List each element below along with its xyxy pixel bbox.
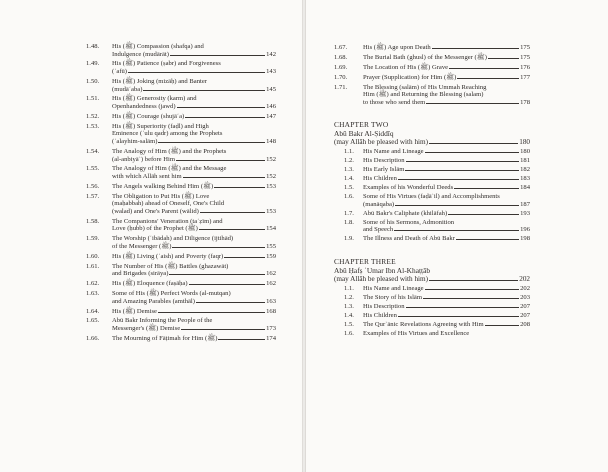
entry-number: 1.48. — [86, 43, 100, 50]
toc-entry — [334, 148, 530, 156]
entry-title-text: His (ﷺ) Age upon Death — [363, 44, 431, 51]
toc-entry — [334, 235, 530, 243]
entry-title-text: and Brigades (sirāya) — [112, 270, 169, 278]
entry-title-text: His Name and Lineage — [363, 148, 424, 156]
dot-leader — [429, 280, 518, 281]
entry-line — [112, 225, 276, 233]
entry-title-text: with which Allāh sent him — [112, 172, 182, 180]
chapter-subtitle-line — [334, 138, 530, 147]
toc-entry — [86, 193, 276, 216]
entry-line — [112, 86, 276, 94]
entry-title-text: His (ﷺ) Eloquence (faṣāḥa) — [112, 280, 188, 288]
page-number: 147 — [266, 112, 276, 120]
page-number: 155 — [266, 242, 276, 250]
entry-title-text: His Description — [363, 302, 405, 310]
page-number: 154 — [266, 225, 276, 233]
toc-entry — [86, 95, 276, 110]
entry-title-text: The Companions' Veneration (taʿẓīm) and — [112, 217, 223, 225]
entry-number: 1.6. — [344, 193, 354, 201]
entry-line — [112, 200, 276, 208]
page-number: 181 — [520, 157, 530, 165]
entry-line — [112, 68, 276, 76]
entry-title-text: The Obligation to Put His (ﷺ) Love — [112, 192, 210, 200]
entry-number: 1.8. — [344, 218, 354, 226]
entry-line — [112, 51, 276, 59]
entry-title-text: The Worship (ʿibādah) and Diligence (ijtihād) — [112, 235, 234, 243]
toc-entry — [334, 157, 530, 165]
toc-entry — [86, 113, 276, 121]
entry-number: 1.54. — [86, 147, 100, 155]
dot-leader — [488, 58, 519, 59]
dot-leader — [398, 179, 519, 180]
entry-title-text: Some of His Virtues (faḍāʾil) and Accomplishments — [363, 193, 500, 201]
entry-line — [112, 235, 276, 243]
page-number: 203 — [520, 293, 530, 301]
entry-line — [112, 308, 276, 316]
entry-title-text: Abū Bakr's Caliphate (khilāfah) — [363, 209, 448, 217]
page-number: 162 — [266, 280, 276, 288]
toc-entry — [86, 308, 276, 316]
dot-leader — [454, 188, 519, 189]
entry-line — [363, 74, 530, 82]
toc-entry — [334, 64, 530, 72]
dot-leader — [448, 214, 519, 215]
toc-entry — [334, 44, 530, 52]
dot-leader — [398, 316, 519, 317]
entry-line — [363, 321, 530, 329]
entry-line — [363, 294, 530, 302]
page-number: 198 — [520, 235, 530, 243]
toc-entry — [86, 290, 276, 305]
entry-title-text: The Qurʾānic Revelations Agreeing with Him — [363, 320, 484, 328]
dot-leader — [181, 329, 265, 330]
entry-title-text: of the Messenger (ﷺ) — [112, 242, 172, 250]
dot-leader — [394, 230, 519, 231]
page-number: 142 — [266, 50, 276, 58]
entry-line — [363, 219, 530, 227]
entry-number: 1.56. — [86, 182, 100, 190]
entry-title-text: and Speech — [363, 226, 394, 234]
right-toc — [334, 44, 530, 339]
toc-entry — [334, 312, 530, 320]
chapter-entries — [334, 148, 530, 243]
chapter-block — [334, 257, 530, 338]
entry-line — [112, 298, 276, 306]
entry-title-text: Prayer (Supplication) for Him (ﷺ) — [363, 73, 457, 81]
entry-title-text: The Angels walking Behind Him (ﷺ) — [112, 182, 214, 190]
toc-entry — [86, 317, 276, 332]
entry-number: 1.5. — [344, 320, 354, 328]
entry-title-text: His (ﷺ) Demise — [112, 307, 157, 315]
entry-title-text: His (ﷺ) Courage (shujāʿa) — [112, 112, 185, 120]
entry-title-text: to those who send them — [363, 98, 426, 106]
dot-leader — [128, 72, 265, 73]
entry-number: 1.4. — [344, 175, 354, 183]
page-number: 163 — [266, 297, 276, 305]
toc-entry — [334, 184, 530, 192]
dot-leader — [423, 298, 519, 299]
entry-line — [363, 285, 530, 293]
dot-leader — [406, 161, 520, 162]
entry-title-text: His Children — [363, 311, 397, 319]
entry-number: 1.67. — [334, 44, 348, 51]
entry-title-text: The Analogy of Him (ﷺ) and the Message — [112, 165, 227, 173]
entry-line — [112, 95, 276, 103]
entry-line — [363, 54, 530, 62]
entry-title-text: The Analogy of Him (ﷺ) and the Prophets — [112, 147, 227, 155]
dot-leader — [158, 142, 265, 143]
entry-number: 1.1. — [344, 285, 354, 292]
dot-leader — [185, 117, 265, 118]
entry-title-text: His (ﷺ) Joking (mizāḥ) and Banter — [112, 77, 207, 85]
entry-title-text: Abū Bakr Informing the People of the — [112, 317, 213, 325]
entry-number: 1.68. — [334, 53, 348, 61]
entry-title-text: (maḥabbah) ahead of Oneself, One's Child — [112, 200, 225, 208]
entry-line — [112, 43, 276, 51]
entry-title-text: (walad) and One's Parent (wālid) — [112, 207, 199, 215]
chapter-heading: CHAPTER TWO — [334, 120, 389, 130]
page-number: 174 — [266, 334, 276, 342]
toc-entry — [334, 193, 530, 208]
entry-number: 1.71. — [334, 83, 348, 91]
entry-number: 1.1. — [344, 148, 354, 156]
page-number: 148 — [266, 138, 276, 146]
entry-line — [363, 235, 530, 243]
entry-title-text: Openhandedness (jawd) — [112, 103, 176, 111]
entry-number: 1.55. — [86, 165, 100, 173]
entry-title-text: The Mourning of Fāṭimah for Him (ﷺ) — [112, 334, 218, 342]
page-number: 175 — [520, 53, 530, 61]
entry-number: 1.3. — [344, 302, 354, 310]
entry-title-text: His Early Islām — [363, 166, 405, 174]
entry-line — [112, 335, 276, 343]
entry-number: 1.58. — [86, 217, 100, 225]
page-number: 184 — [520, 184, 530, 192]
entry-number: 1.6. — [344, 329, 354, 337]
entry-number: 1.70. — [334, 73, 348, 81]
entry-line — [112, 263, 276, 271]
dot-leader — [172, 247, 265, 248]
dot-leader — [158, 312, 265, 313]
page-number: 208 — [520, 320, 530, 328]
page-number: 202 — [519, 275, 530, 283]
dot-leader — [200, 212, 265, 213]
entry-line — [112, 165, 276, 173]
toc-entry — [86, 235, 276, 250]
entry-number: 1.53. — [86, 122, 100, 130]
dot-leader — [395, 205, 519, 206]
page-number: 183 — [520, 175, 530, 183]
dot-leader — [425, 289, 520, 290]
chapter-subtitle: (may Allāh be pleased with him) — [334, 275, 429, 283]
page-number: 202 — [520, 285, 530, 292]
entry-number: 1.7. — [344, 209, 354, 217]
entry-title-text: and Amazing Parables (amthāl) — [112, 297, 195, 305]
entry-title-text: Some of his Sermons, Admonition — [363, 218, 455, 226]
entry-line — [363, 175, 530, 183]
toc-entry — [334, 294, 530, 302]
entry-number: 1.63. — [86, 290, 100, 298]
entry-line — [112, 173, 276, 181]
dot-leader — [449, 68, 519, 69]
toc-entry — [334, 74, 530, 82]
entry-line — [363, 184, 530, 192]
toc-entry — [86, 43, 276, 58]
entry-title-text: His (ﷺ) Patience (ṣabr) and Forgiveness — [112, 60, 221, 68]
toc-entry — [86, 148, 276, 163]
entry-title-text: The Illness and Death of Abū Bakr — [363, 235, 455, 243]
entry-title-text: (al-anbiyāʾ) before Him — [112, 155, 175, 163]
entry-title-text: The Burial Bath (ghusl) of the Messenger (ﷺ) — [363, 53, 487, 61]
entry-number: 1.9. — [344, 235, 354, 243]
page-number: 153 — [266, 182, 276, 190]
entry-line — [112, 138, 276, 146]
entry-line — [112, 290, 276, 298]
entry-line — [112, 103, 276, 111]
dot-leader — [432, 48, 519, 49]
page-number: 180 — [519, 138, 530, 147]
entry-number: 1.49. — [86, 60, 100, 68]
dot-leader — [176, 160, 265, 161]
toc-entry — [334, 330, 530, 338]
page-number: 207 — [520, 311, 530, 319]
dot-leader — [183, 177, 266, 178]
entry-number: 1.69. — [334, 63, 348, 71]
entry-title-text: His Children — [363, 175, 397, 183]
toc-entry — [334, 84, 530, 107]
entry-number: 1.64. — [86, 307, 100, 315]
page-number: 146 — [266, 103, 276, 111]
dot-leader — [189, 284, 266, 285]
entry-line — [112, 208, 276, 216]
entry-number: 1.62. — [86, 280, 100, 288]
entry-line — [363, 330, 530, 338]
entry-title-text: Indulgence (mudārāt) — [112, 50, 169, 58]
entry-line — [112, 123, 276, 131]
chapter-heading: CHAPTER THREE — [334, 257, 396, 266]
entry-line — [363, 91, 530, 99]
entry-number: 1.50. — [86, 77, 100, 85]
toc-entry — [86, 183, 276, 191]
entry-title-text: His (ﷺ) Compassion (shafqa) and — [112, 43, 204, 50]
page-number: 168 — [266, 307, 276, 315]
page-number: 196 — [520, 226, 530, 234]
entry-title-text: Some of His (ﷺ) Perfect Words (al-mutqan) — [112, 290, 231, 298]
entry-title-text: His Description — [363, 157, 405, 165]
entry-title-text: (mudāʿaba) — [112, 85, 143, 93]
entry-line — [363, 312, 530, 320]
entry-line — [363, 148, 530, 156]
dot-leader — [405, 170, 519, 171]
dot-leader — [143, 90, 265, 91]
entry-number: 1.61. — [86, 262, 100, 270]
entry-number: 1.51. — [86, 95, 100, 103]
entry-number: 1.59. — [86, 235, 100, 243]
dot-leader — [214, 187, 265, 188]
chapter-entries — [334, 285, 530, 338]
page-number: 152 — [266, 155, 276, 163]
entry-number: 1.66. — [86, 334, 100, 342]
toc-entry — [334, 210, 530, 218]
entry-line — [363, 166, 530, 174]
page-number: 193 — [520, 209, 530, 217]
chapter-block — [334, 120, 530, 243]
entry-title-text: Eminence (ʿulu qadr) among the Prophets — [112, 130, 223, 138]
toc-entry — [334, 321, 530, 329]
dot-leader — [218, 339, 265, 340]
entry-line — [112, 148, 276, 156]
dot-leader — [196, 302, 265, 303]
page-number: 177 — [520, 73, 530, 81]
entry-title-text: His Name and Lineage — [363, 285, 424, 292]
entry-number: 1.4. — [344, 311, 354, 319]
toc-entry — [334, 303, 530, 311]
entry-number: 1.65. — [86, 317, 100, 325]
entry-number: 1.5. — [344, 184, 354, 192]
page-number: 159 — [266, 252, 276, 260]
entry-line — [363, 99, 530, 107]
entry-number: 1.52. — [86, 112, 100, 120]
toc-entry — [86, 253, 276, 261]
toc-entry — [86, 123, 276, 146]
page-number: 143 — [266, 68, 276, 76]
entry-title-text: (manāqaba) — [363, 200, 395, 208]
entry-number: 1.2. — [344, 293, 354, 301]
page-number: 187 — [520, 200, 530, 208]
dot-leader — [429, 143, 518, 144]
dot-leader — [177, 107, 266, 108]
entry-line — [112, 130, 276, 138]
entry-line — [112, 60, 276, 68]
toc-entry — [86, 165, 276, 180]
entry-title-text: Love (ḥubb) of the Prophet (ﷺ) — [112, 225, 198, 233]
entry-line — [112, 193, 276, 201]
entry-title-text: The Story of his Islām — [363, 293, 422, 301]
entry-title-text: Examples of His Virtues and Excellence — [363, 329, 470, 337]
toc-entry — [334, 166, 530, 174]
entry-title-text: His (ﷺ) Living (ʿaish) and Poverty (faqr) — [112, 252, 224, 260]
right-page — [306, 0, 608, 472]
entry-line — [112, 317, 276, 325]
entry-line — [363, 226, 530, 234]
chapter-name: Abū Bakr Al-Ṣiddīq — [334, 129, 394, 139]
entry-line — [363, 64, 530, 72]
entry-line — [363, 303, 530, 311]
dot-leader — [170, 55, 265, 56]
toc-entry — [334, 175, 530, 183]
entry-number: 1.60. — [86, 252, 100, 260]
toc-entry — [86, 60, 276, 75]
dot-leader — [224, 257, 265, 258]
page-number: 178 — [520, 98, 530, 106]
page-number: 153 — [266, 207, 276, 215]
entry-line — [363, 210, 530, 218]
entry-line — [112, 78, 276, 86]
entry-line — [112, 156, 276, 164]
entry-number: 1.2. — [344, 157, 354, 165]
toc-entry — [334, 285, 530, 293]
entry-line — [112, 243, 276, 251]
toc-entry — [86, 335, 276, 343]
toc-entry — [86, 280, 276, 288]
toc-entry — [86, 263, 276, 278]
entry-line — [112, 270, 276, 278]
toc-entry — [86, 78, 276, 93]
entry-line — [112, 325, 276, 333]
page-number: 145 — [266, 85, 276, 93]
entry-title-text: (ʿafū) — [112, 68, 128, 76]
entry-title-text: The Number of His (ﷺ) Battles (ghazawāt) — [112, 262, 229, 270]
toc-entry — [86, 218, 276, 233]
entry-line — [112, 280, 276, 288]
entry-number: 1.57. — [86, 192, 100, 200]
toc-entry — [334, 219, 530, 234]
entry-title-text: (ʿalayhim-salām) — [112, 138, 158, 146]
left-page — [0, 0, 302, 472]
entry-line — [363, 157, 530, 165]
entry-title-text: Him (ﷺ) and Returning the Blessing (salam) — [363, 91, 484, 99]
entry-title-text: The Location of His (ﷺ) Grave — [363, 63, 449, 71]
dot-leader — [485, 325, 519, 326]
dot-leader — [169, 274, 265, 275]
dot-leader — [199, 229, 265, 230]
page-number: 182 — [520, 166, 530, 174]
entry-line — [363, 44, 530, 52]
dot-leader — [426, 103, 519, 104]
page-number: 180 — [520, 148, 530, 156]
entry-title-text: Examples of his Wonderful Deeds — [363, 184, 454, 192]
page-number: 176 — [520, 63, 530, 71]
page-number: 207 — [520, 302, 530, 310]
dot-leader — [456, 239, 519, 240]
entry-line — [363, 193, 530, 201]
left-toc — [86, 43, 276, 345]
entry-line — [363, 201, 530, 209]
page-number: 152 — [266, 172, 276, 180]
toc-entry — [334, 54, 530, 62]
dot-leader — [425, 152, 520, 153]
entry-title-text: His (ﷺ) Superiority (faḍl) and High — [112, 122, 209, 130]
page-number: 162 — [266, 270, 276, 278]
entry-line — [112, 183, 276, 191]
entry-title-text: His (ﷺ) Generosity (karm) and — [112, 95, 197, 103]
dot-leader — [406, 307, 520, 308]
page-number: 175 — [520, 44, 530, 51]
entry-line — [112, 113, 276, 121]
entry-title-text: The Blessing (salām) of His Ummah Reaching — [363, 83, 487, 91]
chapter-name: Abū Ḥafṣ ʿUmar Ibn Al-Khaṭṭāb — [334, 266, 431, 275]
page-number: 173 — [266, 325, 276, 333]
chapter-subtitle: (may Allāh be pleased with him) — [334, 138, 429, 147]
entry-title-text: Messenger's (ﷺ) Demise — [112, 325, 181, 333]
chapter-subtitle-line — [334, 275, 530, 284]
entry-line — [112, 253, 276, 261]
dot-leader — [457, 78, 519, 79]
entry-number: 1.3. — [344, 166, 354, 174]
